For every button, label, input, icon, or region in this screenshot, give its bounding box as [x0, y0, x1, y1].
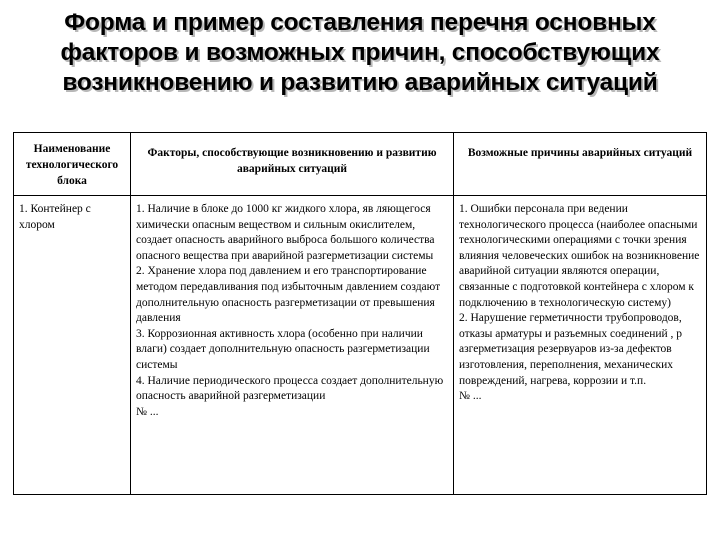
factor-item: 1. Наличие в блоке до 1000 кг жидкого хлора, яв ляющегося химически опасным веществом и сильным окислителем, создает опасность аварийного выброса большого количества опасного вещества при аварийной разгерметизации системы — [136, 203, 435, 262]
cause-item: 2. Нарушение герметичности трубопроводов, отказы арматуры и разъемных соединений , р азгерметизация резервуаров из-за дефектов изготовления, переполнения, механических повреждений, нагрева, коррозии и т.п. — [459, 312, 683, 387]
factor-item: 3. Коррозионная активность хлора (особенно при наличии влаги) создает дополнительную опасность разгерметизации системы — [136, 327, 430, 371]
cell-block-name: 1. Контейнер с хлором — [14, 196, 131, 495]
cell-causes — [454, 196, 707, 495]
header-causes: Возможные причины аварийных ситуаций — [454, 133, 707, 196]
header-block-name: Наименование технологического блока — [14, 133, 131, 196]
table-row — [14, 196, 707, 495]
factor-item: 2. Хранение хлора под давлением и его транспортирование методом передавливания под избыточным давлением создают дополнительную опасность разгерметизации от превышения давления — [136, 265, 441, 325]
title-line-3: возникновению и развитию аварийных ситуаций — [62, 69, 658, 96]
factor-item: 4. Наличие периодического процесса создает дополнительную опасность аварийной разгерметизации — [136, 374, 444, 403]
title-line-2: факторов и возможных причин, способствующих — [60, 39, 660, 66]
cause-item: № ... — [459, 390, 482, 403]
cause-item: 1. Ошибки персонала при ведении технологического процесса (наиболее опасными технологическими операциями с точки зрения влияния человеческих ошибок на возникновение аварийной ситуации являются операции, связанные с подготовкой контейнера с хлором к подключению в технологическую систему) — [459, 203, 700, 309]
title-line-1: Форма и пример составления перечня основных — [64, 9, 656, 36]
table-header-row — [14, 133, 707, 196]
factors-table — [13, 132, 707, 495]
cell-factors — [131, 196, 454, 495]
factor-item: № ... — [136, 405, 159, 418]
slide-title — [6, 8, 714, 98]
header-factors: Факторы, способствующие возникновению и развитию аварийных ситуаций — [131, 133, 454, 196]
